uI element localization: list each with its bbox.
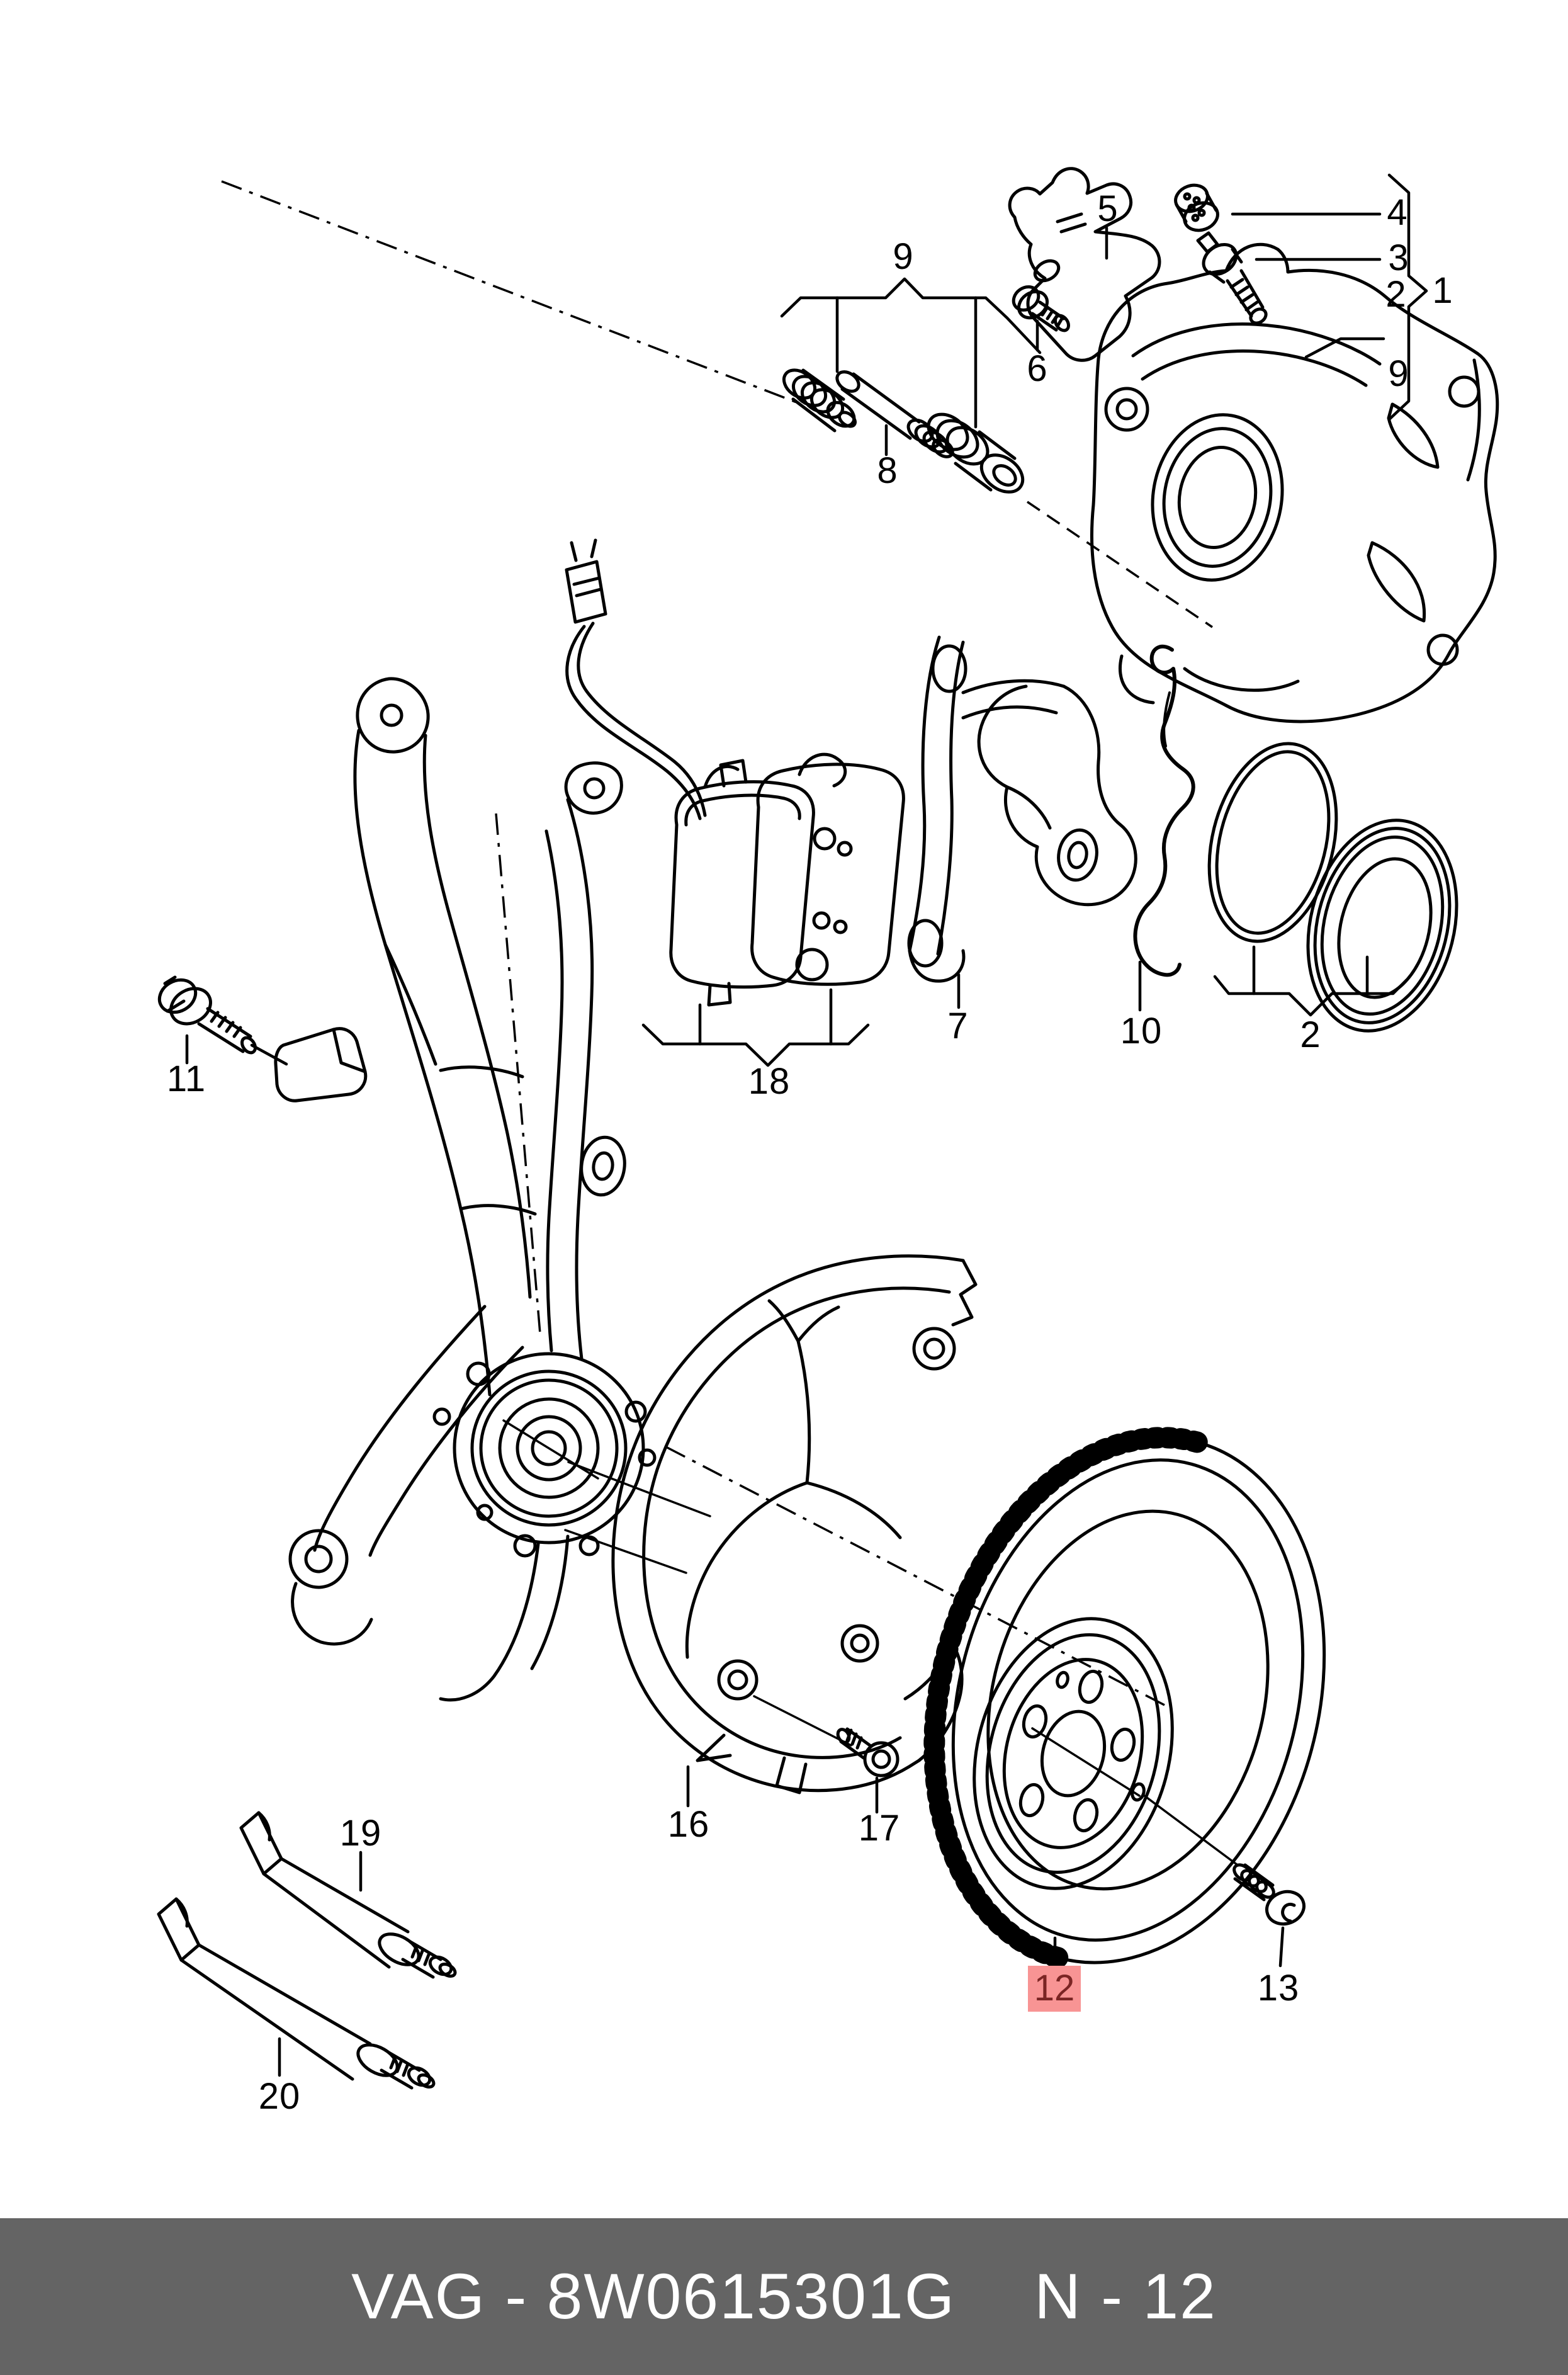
seal-rings-drawing [1190, 730, 1478, 1047]
footer-bar [0, 2218, 1568, 2375]
callout-2: 2 [1300, 1014, 1321, 1055]
callout-9: 9 [1388, 353, 1409, 394]
callout-3: 3 [1388, 237, 1409, 278]
callout-16: 16 [667, 1804, 710, 1845]
callout-19: 19 [339, 1813, 382, 1854]
callout-6: 6 [1027, 348, 1048, 389]
brake-disc-drawing [876, 1393, 1381, 2007]
callout-5: 5 [1097, 188, 1119, 229]
callout-9: 9 [893, 236, 914, 277]
disc-screw-drawing [1231, 1862, 1309, 1929]
grease-tubes-drawing [159, 1813, 457, 2089]
callout-18: 18 [748, 1061, 791, 1102]
callout-13: 13 [1257, 1968, 1300, 2009]
footer-page-ref: N - 12 [1034, 2260, 1217, 2332]
callout-10: 10 [1120, 1011, 1163, 1051]
callout-20: 20 [258, 2076, 301, 2117]
steering-knuckle-drawing [276, 679, 655, 1700]
callout-11: 11 [166, 1058, 206, 1099]
footer-part-number: VAG - 8W0615301G [351, 2260, 956, 2332]
callout-4: 4 [1387, 192, 1408, 233]
brake-carrier-drawing [909, 637, 1136, 981]
knuckle-bolt-drawing [154, 973, 258, 1055]
highlighted-callout-12[interactable] [1028, 1966, 1081, 2012]
callout-1: 1 [1432, 270, 1453, 311]
callout-7: 7 [947, 1006, 969, 1046]
callout-17: 17 [858, 1808, 901, 1849]
retaining-spring-drawing [1135, 647, 1193, 975]
callout-8: 8 [877, 450, 898, 491]
callout-2: 2 [1385, 274, 1407, 315]
splash-shield-drawing [613, 1256, 976, 1793]
highlighted-callout-label: 12 [1034, 1968, 1075, 2009]
guide-pin-drawing [779, 365, 1030, 500]
